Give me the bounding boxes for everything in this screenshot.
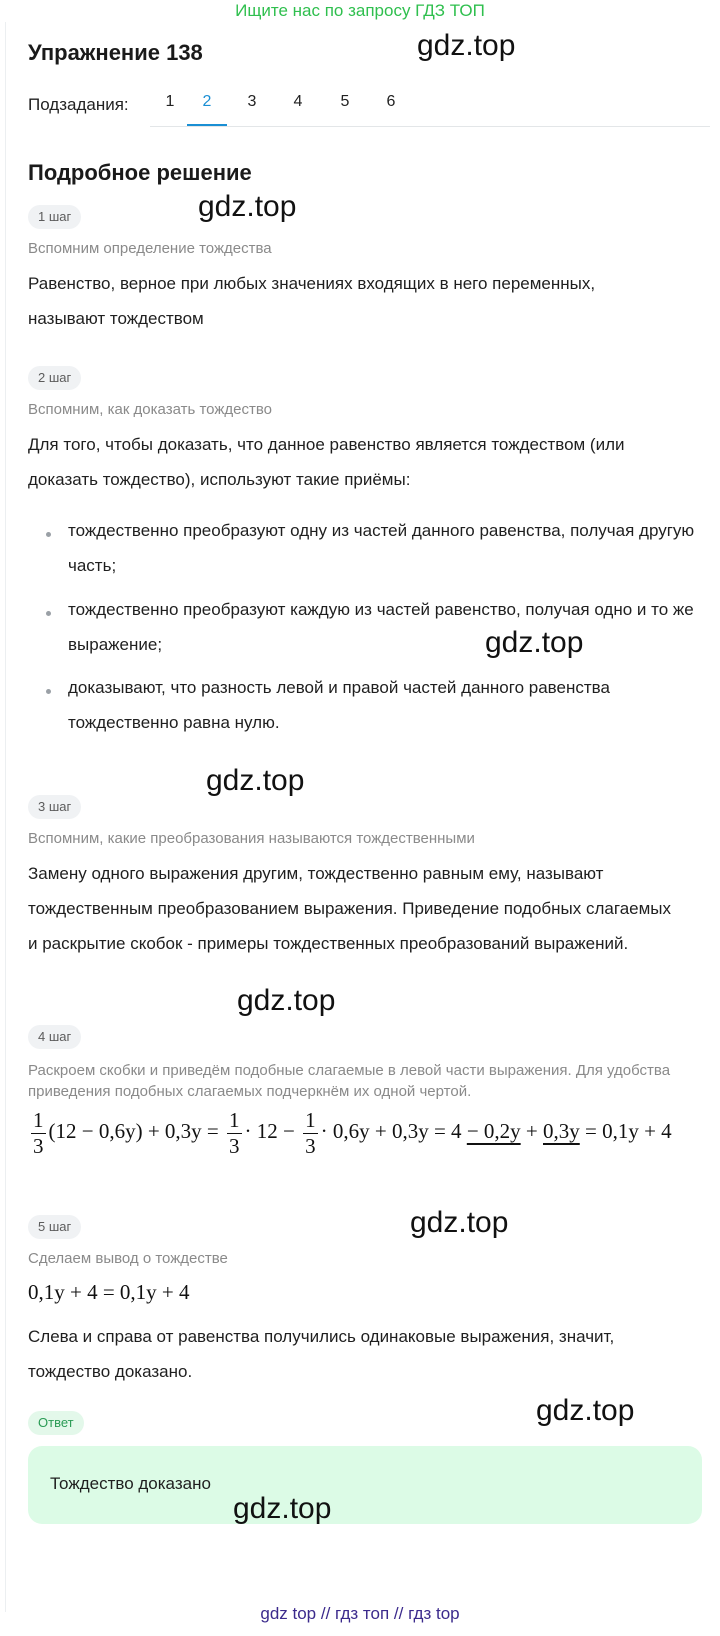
answer-box — [28, 1446, 702, 1524]
bullet-dot — [46, 689, 51, 694]
watermark: gdz.top — [417, 29, 516, 62]
section-title: Подробное решение — [28, 160, 252, 185]
fraction-one-third: $\frac{1}{3}$ — [305, 1107, 316, 1158]
step-5-hint: Сделаем вывод о тождестве — [28, 1250, 228, 1267]
step-4-equation: $\frac{1}{3}$ (12 − 0,6y) + 0,3y = $\frac{1}{3}$ · 12 − $\frac{1}{3}$ · 0,6y + 0,3y = 4 − 0,2y + 0,3y = 0,1y + 4 — [33, 1107, 672, 1158]
step-3-badge: 3 шаг — [28, 795, 81, 819]
watermark: gdz.top — [485, 626, 584, 659]
step-1-hint: Вспомним определение тождества — [28, 240, 272, 257]
watermark: gdz.top — [237, 984, 336, 1017]
answer-text: Тождество доказано — [50, 1474, 211, 1493]
step-3-hint: Вспомним, какие преобразования называются тождественными — [28, 830, 475, 847]
fraction-one-third: $\frac{1}{3}$ — [33, 1107, 44, 1158]
step-2-text: Для того, чтобы доказать, что данное равенство является тождеством (или доказать тождество), используют такие приёмы: — [28, 435, 625, 489]
step-3-text: Замену одного выражения другим, тождественно равным ему, называют тождественным преобразованием выражения. Приведение подобных слагаемых и раскрытие скобок - примеры тождественных преобразований выражений. — [28, 864, 672, 953]
step-5-text: Слева и справа от равенства получились одинаковые выражения, значит, тождество доказано. — [28, 1327, 615, 1381]
tab-subtask-1[interactable]: 1 — [165, 93, 175, 110]
answer-badge: Ответ — [28, 1411, 84, 1435]
footer-separator: // — [393, 1604, 404, 1623]
watermark: gdz.top — [198, 190, 297, 223]
underlined-term: − 0,2y — [466, 1119, 521, 1143]
step-1-text: Равенство, верное при любых значениях входящих в него переменных, называют тождеством — [28, 274, 596, 328]
tab-subtask-2[interactable]: 2 — [187, 84, 227, 126]
underlined-term: 0,3y — [543, 1119, 580, 1143]
watermark: gdz.top — [536, 1394, 635, 1427]
subtasks-label: Подзадания: — [28, 95, 129, 114]
footer-links — [0, 1604, 720, 1624]
step-2-badge: 2 шаг — [28, 366, 81, 390]
tab-subtask-3[interactable]: 3 — [247, 93, 257, 110]
step-4-badge: 4 шаг — [28, 1025, 81, 1049]
watermark: gdz.top — [206, 764, 305, 797]
step-2-bullet-1: тождественно преобразуют одну из частей данного равенства, получая другую часть; — [68, 521, 695, 575]
footer-link-gdz-top[interactable]: gdz top — [260, 1604, 317, 1623]
step-1-badge: 1 шаг — [28, 205, 81, 229]
step-2-hint: Вспомним, как доказать тождество — [28, 401, 272, 418]
watermark: gdz.top — [410, 1206, 509, 1239]
footer-link-gdz-top-ru[interactable]: гдз топ — [335, 1604, 390, 1623]
footer-separator: // — [320, 1604, 331, 1623]
watermark: gdz.top — [233, 1492, 332, 1525]
bullet-dot — [46, 611, 51, 616]
step-2-bullet-2: тождественно преобразуют каждую из частей равенство, получая одно и то же выражение; — [68, 600, 694, 654]
fraction-one-third: $\frac{1}{3}$ — [229, 1107, 240, 1158]
page-title: Упражнение 138 — [28, 40, 203, 65]
tab-subtask-5[interactable]: 5 — [340, 93, 350, 110]
bullet-dot — [46, 532, 51, 537]
footer-link-gdz-top-mixed[interactable]: гдз top — [408, 1604, 460, 1623]
tab-subtask-4[interactable]: 4 — [293, 93, 303, 110]
step-2-bullet-3: доказывают, что разность левой и правой частей данного равенства тождественно равна нулю. — [68, 678, 610, 732]
step-4-hint: Раскроем скобки и приведём подобные слагаемые в левой части выражения. Для удобства приведения подобных слагаемых подчеркнём их одной чертой. — [28, 1062, 671, 1100]
step-5-equation: 0,1y + 4 = 0,1y + 4 — [28, 1280, 190, 1304]
step-5-badge: 5 шаг — [28, 1215, 81, 1239]
tab-subtask-6[interactable]: 6 — [386, 93, 396, 110]
subtasks-tabs — [150, 84, 710, 127]
top-banner[interactable]: Ищите нас по запросу ГДЗ ТОП — [235, 1, 485, 20]
